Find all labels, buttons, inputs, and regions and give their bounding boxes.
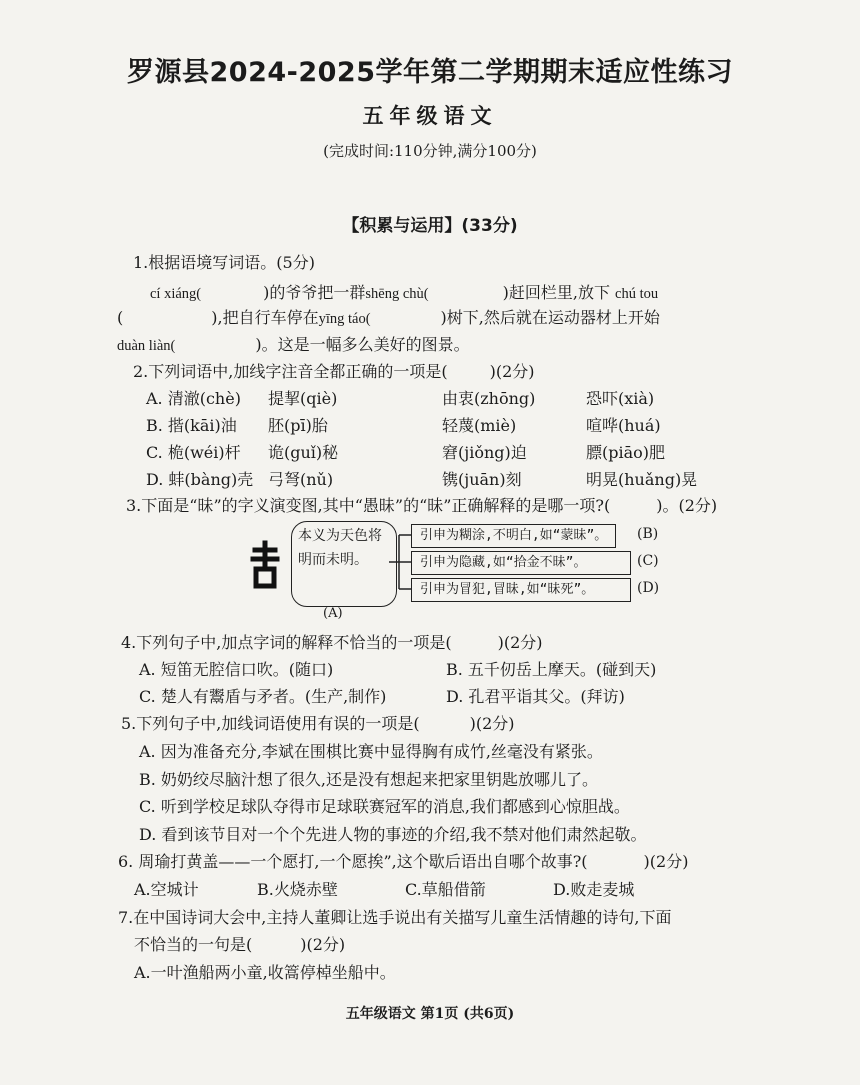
meaning-box-b: 引申为糊涂,不明白,如“蒙昧”。 [411, 524, 616, 548]
q6-option-b: B.火烧赤壁 [257, 880, 338, 899]
q2-option-c: C. 桅(wéi)杆 诡(guǐ)秘 窘(jiǒng)迫 膘(piāo)肥 [146, 443, 666, 462]
q1-line1: cí xiáng( )的爷爷把一群shēng chù( )赶回栏里,放下 chú tou [150, 283, 659, 302]
q2-option-a: A. 清澈(chè) 提挈(qiè) 由衷(zhōng) 恐吓(xià) [146, 389, 655, 408]
ancient-character-icon [250, 540, 280, 590]
meaning-label-a: (A) [323, 606, 343, 621]
q5-option-c: C. 听到学校足球队夺得市足球联赛冠军的消息,我们都感到心惊胆战。 [139, 797, 630, 816]
q7-option-a: A.一叶渔船两小童,收篙停棹坐船中。 [134, 963, 396, 982]
meaning-box-d: 引申为冒犯,冒昧,如“昧死”。 [411, 578, 631, 602]
exam-time-note: (完成时间:110分钟,满分100分) [323, 142, 537, 160]
q6-option-a: A.空城计 [134, 880, 199, 899]
page-footer: 五年级语文 第1页 (共6页) [345, 1006, 515, 1022]
meaning-box-a: 本义为天色将明而未明。 [291, 521, 397, 607]
q4-stem: 4.下列句子中,加点字词的解释不恰当的一项是( )(2分) [121, 633, 543, 652]
q3-stem: 3.下面是“昧”的字义演变图,其中“愚昧”的“昧”正确解释的是哪一项?( )。(2分) [126, 496, 718, 515]
q5-option-b: B. 奶奶绞尽脑汁想了很久,还是没有想起来把家里钥匙放哪儿了。 [139, 770, 599, 789]
q2-option-b: B. 揩(kāi)油 胚(pī)胎 轻蔑(miè) 喧哗(huá) [146, 416, 661, 435]
meaning-label-b: (B) [637, 526, 659, 542]
q2-stem: 2.下列词语中,加线字注音全都正确的一项是( )(2分) [133, 362, 535, 381]
q7-stem-line2: 不恰当的一句是( )(2分) [134, 935, 346, 954]
q2-option-d: D. 蚌(bàng)壳 弓弩(nǔ) 镌(juān)刻 明晃(huǎng)晃 [146, 470, 698, 489]
q5-option-d: D. 看到该节目对一个个先进人物的事迹的介绍,我不禁对他们肃然起敬。 [139, 825, 647, 844]
q7-stem-line1: 7.在中国诗词大会中,主持人董卿让选手说出有关描写儿童生活情趣的诗句,下面 [118, 908, 672, 927]
q1-line3: duàn liàn( )。这是一幅多么美好的图景。 [117, 335, 470, 354]
q6-option-c: C.草船借箭 [405, 880, 486, 899]
q6-stem: 6. 周瑜打黄盖——一个愿打,一个愿挨”,这个歇后语出自哪个故事?( )(2分) [118, 852, 689, 871]
q1-line2: ( ),把自行车停在yīng táo( )树下,然后就在运动器材上开始 [117, 308, 660, 327]
meaning-box-c: 引申为隐藏,如“拾金不昧”。 [411, 551, 631, 575]
exam-subject: 五年级语文 [362, 104, 498, 128]
section-title: 【积累与运用】(33分) [342, 216, 518, 236]
q4-option-b: B. 五千仞岳上摩天。(碰到天) [446, 660, 657, 679]
meaning-label-c: (C) [637, 553, 659, 569]
q1-stem: 1.根据语境写词语。(5分) [133, 253, 315, 272]
connector-bracket [389, 527, 413, 597]
q6-option-d: D.败走麦城 [553, 880, 635, 899]
q5-stem: 5.下列句子中,加线词语使用有误的一项是( )(2分) [121, 714, 515, 733]
exam-title: 罗源县2024-2025学年第二学期期末适应性练习 [127, 57, 733, 88]
q5-option-a: A. 因为准备充分,李斌在围棋比赛中显得胸有成竹,丝毫没有紧张。 [139, 742, 603, 761]
meaning-label-d: (D) [637, 580, 660, 596]
q4-option-c: C. 楚人有鬻盾与矛者。(生产,制作) [139, 687, 387, 706]
q4-option-d: D. 孔君平诣其父。(拜访) [446, 687, 625, 706]
q4-option-a: A. 短笛无腔信口吹。(随口) [139, 660, 334, 679]
